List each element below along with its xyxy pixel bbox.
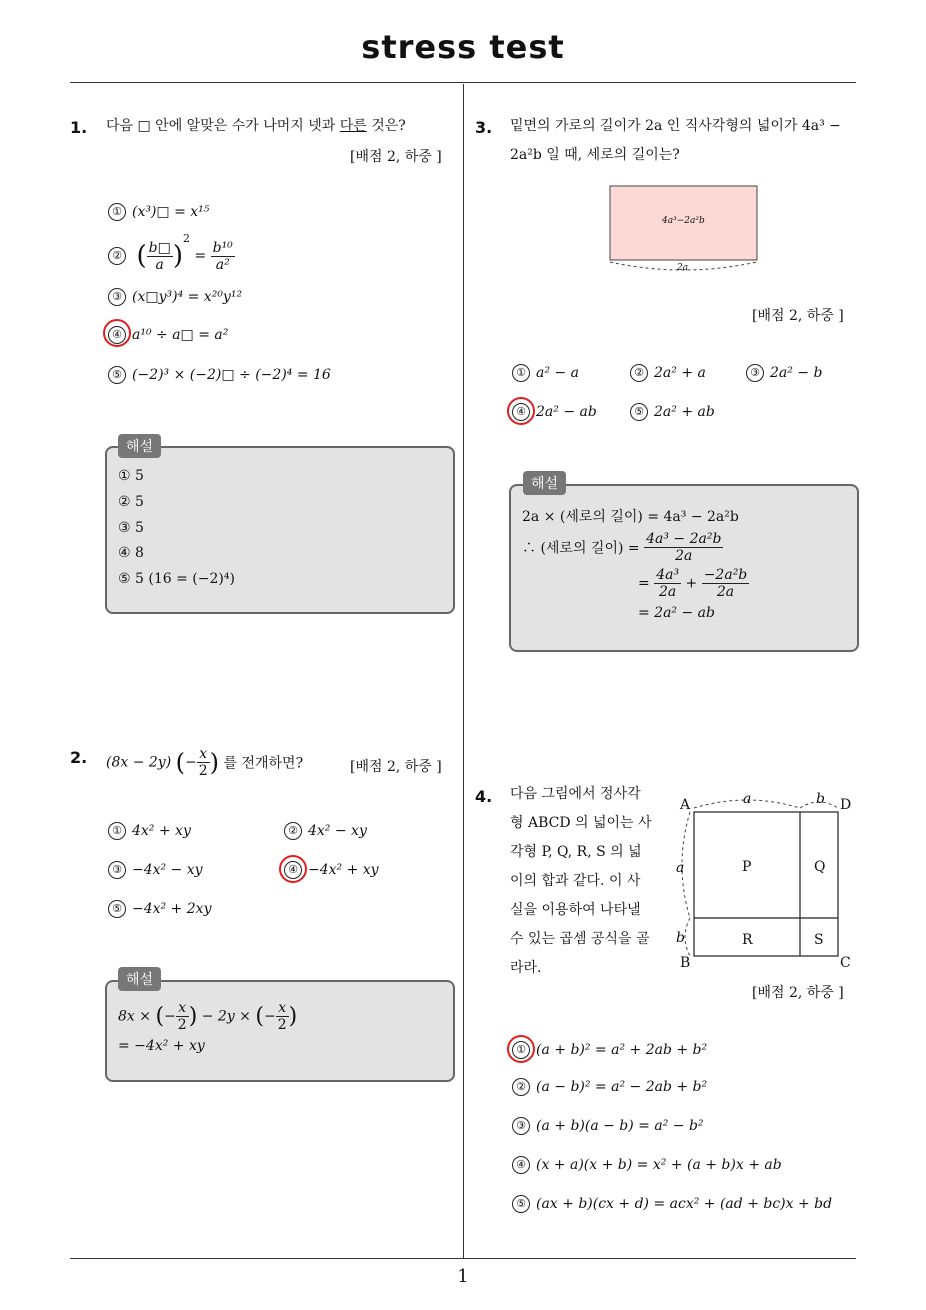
option-4[interactable]: ④ −4x² + xy bbox=[284, 861, 379, 879]
option-1[interactable]: ① 4x² + xy bbox=[108, 822, 191, 840]
option-3[interactable]: ③ 2a² − b bbox=[746, 364, 822, 382]
solution-line: ∴ (세로의 길이) = $\frac{\text{4a³ − 2a²b}}{2a}$ bbox=[522, 531, 722, 564]
option-5[interactable]: ⑤ (ax + b)(cx + d) = acx² + (ad + bc)x + bd bbox=[512, 1195, 832, 1213]
vertex-A: A bbox=[680, 797, 691, 813]
score-meta: [배점 2, 하중 ] bbox=[350, 149, 442, 165]
option-number: ③ bbox=[108, 288, 126, 306]
solution-line: ④ 8 bbox=[118, 545, 144, 561]
region-R: R bbox=[742, 932, 753, 948]
option-4[interactable]: ④ a¹⁰ ÷ a□ = a² bbox=[108, 326, 228, 344]
option-2[interactable]: ② ( $\frac{b□}{a}$ )$^2$ = $\frac{\text{b¹⁰}}{\text{a²}}$ bbox=[108, 232, 235, 273]
option-number: ③ bbox=[746, 364, 764, 382]
solution-line: ① 5 bbox=[118, 468, 144, 484]
square-figure bbox=[672, 790, 852, 970]
option-5[interactable]: ⑤ −4x² + 2xy bbox=[108, 900, 212, 918]
solution-box bbox=[105, 446, 455, 614]
option-number: ① bbox=[108, 822, 126, 840]
region-P: P bbox=[742, 859, 752, 875]
option-1[interactable]: ① a² − a bbox=[512, 364, 579, 382]
figure-base-label: 2a bbox=[677, 263, 689, 273]
option-4[interactable]: ④ 2a² − ab bbox=[512, 403, 597, 421]
question-number: 3. bbox=[475, 118, 493, 137]
solution-label: 해설 bbox=[118, 434, 161, 458]
question-text-line: 2a²b 일 때, 세로의 길이는? bbox=[510, 147, 680, 163]
column-divider bbox=[463, 84, 464, 1258]
page-number: 1 bbox=[457, 1266, 469, 1287]
option-number: ④ bbox=[512, 403, 530, 421]
option-number: ① bbox=[512, 1041, 530, 1059]
question-text: 다음 그림에서 정사각 형 ABCD 의 넓이는 사 각형 P, Q, R, S 의 넓 이의 합과 같다. 이 사 실을 이용하여 나타낼 수 있는 곱셈 공식을 골 라라. bbox=[510, 786, 652, 976]
option-3[interactable]: ③ (x□y³)⁴ = x²⁰y¹² bbox=[108, 288, 242, 306]
option-number: ⑤ bbox=[512, 1195, 530, 1213]
score-meta: [배점 2, 하중 ] bbox=[752, 985, 844, 1001]
option-number: ③ bbox=[512, 1117, 530, 1135]
solution-line: ⑤ 5 (16 = (−2)⁴) bbox=[118, 571, 235, 587]
solution-line: ② 5 bbox=[118, 494, 144, 510]
answer-mark-icon bbox=[279, 855, 307, 883]
solution-line: ③ 5 bbox=[118, 520, 144, 536]
option-number: ② bbox=[630, 364, 648, 382]
question-number: 4. bbox=[475, 787, 493, 806]
option-1[interactable]: ① (a + b)² = a² + 2ab + b² bbox=[512, 1041, 707, 1059]
vertex-B: B bbox=[680, 955, 691, 971]
option-number: ⑤ bbox=[630, 403, 648, 421]
option-2[interactable]: ② 2a² + a bbox=[630, 364, 706, 382]
answer-mark-icon bbox=[507, 397, 535, 425]
score-meta: [배점 2, 하중 ] bbox=[752, 308, 844, 324]
solution-line: = $\frac{\text{4a³}}{2a}$ + $\frac{\text{−2a²b}}{2a}$ bbox=[638, 567, 748, 600]
score-meta: [배점 2, 하중 ] bbox=[350, 759, 442, 775]
option-number: ① bbox=[512, 364, 530, 382]
solution-label: 해설 bbox=[118, 967, 161, 991]
question-text: (8x − 2y) (− $\frac{x}{2}$ ) 를 전개하면? bbox=[106, 746, 304, 779]
solution-line: 2a × (세로의 길이) = 4a³ − 2a²b bbox=[522, 509, 739, 525]
solution-label: 해설 bbox=[523, 471, 566, 495]
vertex-C: C bbox=[840, 955, 851, 971]
option-3[interactable]: ③ (a + b)(a − b) = a² − b² bbox=[512, 1117, 704, 1135]
vertex-D: D bbox=[840, 797, 852, 813]
option-number: ② bbox=[512, 1078, 530, 1096]
solution-line: = −4x² + xy bbox=[118, 1038, 205, 1054]
option-1[interactable]: ① (x³)□ = x¹⁵ bbox=[108, 203, 209, 221]
option-3[interactable]: ③ −4x² − xy bbox=[108, 861, 203, 879]
option-number: ② bbox=[108, 247, 126, 265]
question-text-line: 밑면의 가로의 길이가 2a 인 직사각형의 넓이가 4a³ − bbox=[510, 118, 841, 134]
option-number: ③ bbox=[108, 861, 126, 879]
option-number: ⑤ bbox=[108, 366, 126, 384]
option-number: ⑤ bbox=[108, 900, 126, 918]
option-number: ① bbox=[108, 203, 126, 221]
region-S: S bbox=[814, 932, 824, 948]
option-number: ④ bbox=[284, 861, 302, 879]
left-b-label: b bbox=[676, 930, 685, 946]
question-text: 다음 □ 안에 알맞은 수가 나머지 넷과 다른 것은? bbox=[106, 118, 406, 134]
solution-line: = 2a² − ab bbox=[638, 605, 715, 621]
solution-line: 8x × (− $\frac{x}{2}$ ) − 2y × (− $\frac{x}{2}$ ) bbox=[118, 1000, 298, 1033]
option-5[interactable]: ⑤ (−2)³ × (−2)□ ÷ (−2)⁴ = 16 bbox=[108, 366, 331, 384]
option-number: ④ bbox=[512, 1156, 530, 1174]
left-a-label: a bbox=[676, 860, 685, 876]
region-Q: Q bbox=[814, 859, 826, 875]
footer-divider bbox=[70, 1258, 856, 1259]
option-5[interactable]: ⑤ 2a² + ab bbox=[630, 403, 715, 421]
answer-mark-icon bbox=[507, 1035, 535, 1063]
top-a-label: a bbox=[743, 791, 752, 807]
option-number: ② bbox=[284, 822, 302, 840]
answer-mark-icon bbox=[103, 319, 131, 347]
option-number: ④ bbox=[108, 326, 126, 344]
page-title: stress test bbox=[361, 28, 565, 66]
question-number: 2. bbox=[70, 748, 88, 767]
question-number: 1. bbox=[70, 118, 88, 137]
figure-area-label: 4a³−2a²b bbox=[662, 216, 705, 226]
top-b-label: b bbox=[816, 791, 825, 807]
option-4[interactable]: ④ (x + a)(x + b) = x² + (a + b)x + ab bbox=[512, 1156, 782, 1174]
option-2[interactable]: ② (a − b)² = a² − 2ab + b² bbox=[512, 1078, 707, 1096]
header-divider bbox=[70, 82, 856, 83]
option-2[interactable]: ② 4x² − xy bbox=[284, 822, 367, 840]
